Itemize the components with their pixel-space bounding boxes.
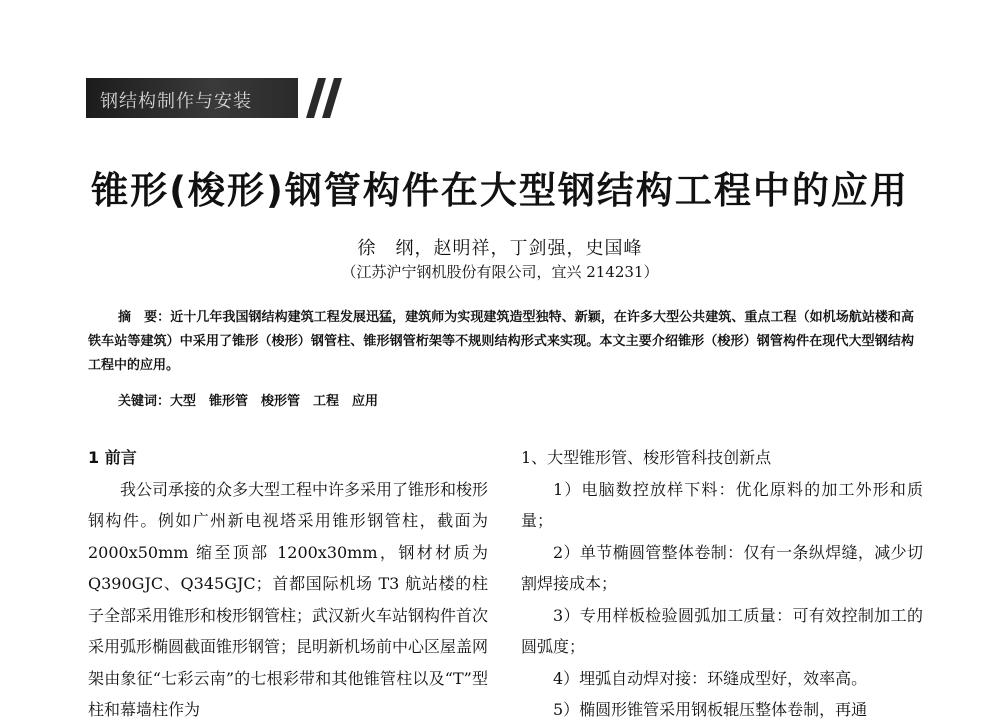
paper-authors: 徐 纲，赵明祥，丁剑强，史国峰 bbox=[357, 238, 643, 259]
section-label: 钢结构制作与安装 bbox=[100, 91, 252, 112]
banner-stripes-icon bbox=[298, 78, 348, 118]
innovation-item: 3）专用样板检验圆弧加工质量：可有效控制加工的圆弧度； bbox=[521, 605, 923, 656]
abstract bbox=[88, 306, 914, 378]
innovation-item: 2）单节椭圆管整体卷制：仅有一条纵焊缝，减少切割焊接成本； bbox=[521, 542, 923, 593]
section-banner-bar bbox=[86, 78, 298, 118]
paper-affiliation: （江苏沪宁钢机股份有限公司，宜兴 214231） bbox=[341, 263, 659, 281]
section-heading-intro: 1 前言 bbox=[88, 448, 137, 467]
right-column bbox=[521, 442, 923, 726]
abstract-label: 摘 要： bbox=[118, 310, 171, 325]
left-column bbox=[88, 442, 488, 726]
keywords bbox=[118, 390, 378, 409]
abstract-text: 近十几年我国钢结构建筑工程发展迅猛，建筑师为实现建筑造型独特、新颖，在许多大型公共建筑、重点工程（如机场航站楼和高铁车站等建筑）中采用了锥形（梭形）钢管柱、锥形钢管桁架等不规则结构形式来实现。本文主要介绍锥形（梭形）钢管构件在现代大型钢结构工程中的应用。 bbox=[88, 310, 914, 373]
keywords-label: 关键词： bbox=[118, 394, 171, 409]
innovation-item: 4）埋弧自动焊对接：环缝成型好，效率高。 bbox=[553, 668, 868, 688]
innovation-item: 1）电脑数控放样下料：优化原料的加工外形和质量； bbox=[521, 479, 923, 530]
keywords-text: 大型 锥形管 梭形管 工程 应用 bbox=[170, 394, 379, 409]
intro-paragraph: 我公司承接的众多大型工程中许多采用了锥形和梭形钢构件。例如广州新电视塔采用锥形钢管柱，截面为 2000x50mm 缩至顶部 1200x30mm，钢材材质为 Q390GJC、Q345GJC；首都国际机场 T3 航站楼的柱子全部采用锥形和梭形钢管柱；武汉新火车站钢构件首次采用弧形椭圆截面锥形钢管；昆明新机场前中心区屋盖网架由象征“七彩云南”的七根彩带和其他锥管柱以及“T”型柱和幕墙柱作为 bbox=[88, 479, 489, 719]
innovation-item: 5）椭圆形锥管采用钢板辊压整体卷制，再通 bbox=[553, 700, 868, 719]
section-banner bbox=[86, 78, 348, 118]
innovation-heading: 1、大型锥形管、梭形管科技创新点 bbox=[521, 448, 772, 467]
paper-title: 锥形(梭形)钢管构件在大型钢结构工程中的应用 bbox=[91, 169, 909, 212]
